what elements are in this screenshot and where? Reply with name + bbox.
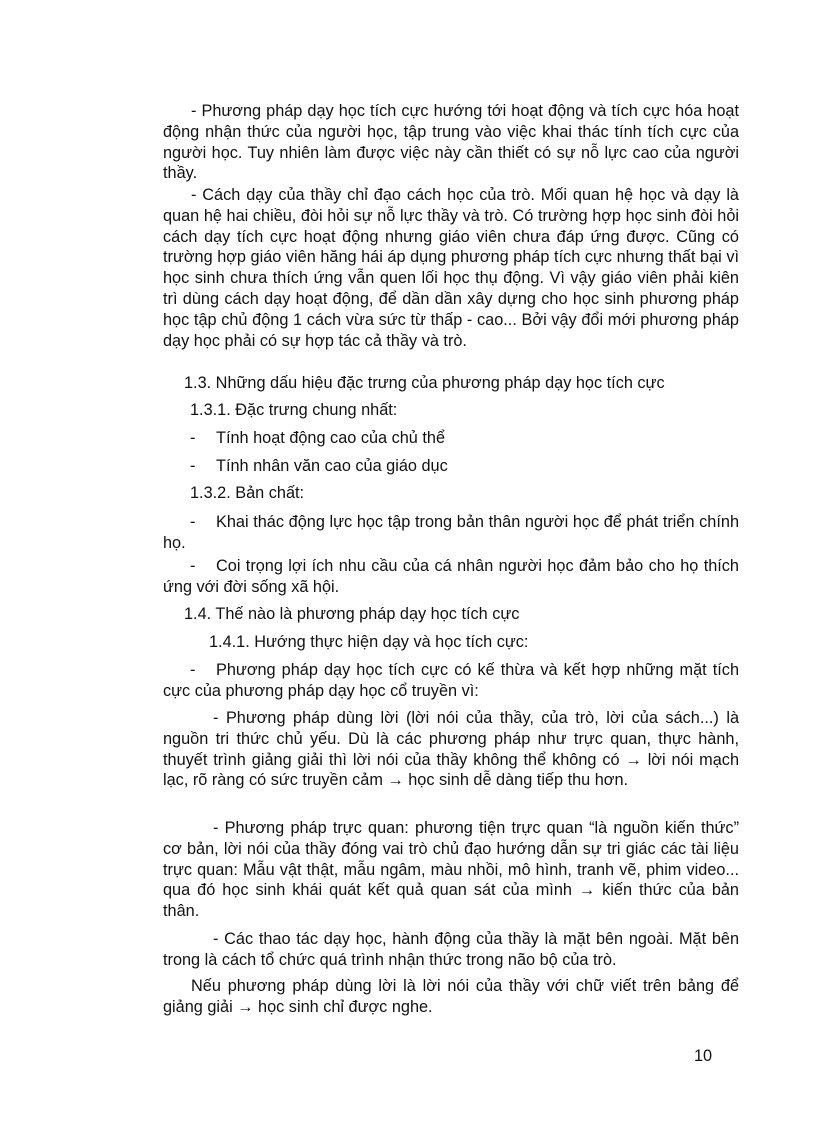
list-item-text: Phương pháp dạy học tích cực có kế thừa và kết hợp những mặt tích cực của phương pháp dạy học cổ truyền vì:	[163, 661, 739, 700]
dash-marker: -	[190, 557, 196, 575]
dash-marker: -	[190, 457, 196, 475]
list-item-text: Tính nhân văn cao của giáo dục	[216, 457, 448, 475]
list-item-1-3-1-a	[163, 428, 739, 449]
page-number: 10	[694, 1047, 713, 1065]
list-item-text: Coi trọng lợi ích nhu cầu của cá nhân người học đảm bảo cho họ thích ứng với đời sống xã hội.	[163, 557, 739, 596]
heading-1-3-2: 1.3.2. Bản chất:	[190, 484, 305, 502]
heading-1-3: 1.3. Những dấu hiệu đặc trưng của phương pháp dạy học tích cực	[184, 374, 665, 392]
list-item-text: Khai thác động lực học tập trong bản thân người học để phát triển chính họ.	[163, 513, 739, 552]
list-item-1-3-1-b	[163, 456, 739, 477]
paragraph-verbal-method: - Phương pháp dùng lời (lời nói của thầy, của trò, lời của sách...) là nguồn tri thức chủ yếu. Dù là các phương pháp như trực quan, thực hành, thuyết trình giảng giải thì lời nói của thầy không thể không có → lời nói mạch lạc, rõ ràng có sức truyền cảm → học sinh dễ dàng tiếp thu hơn.	[163, 709, 739, 790]
paragraph-verbal-conclusion: Nếu phương pháp dùng lời là lời nói của thầy với chữ viết trên bảng để giảng giải → học sinh chỉ được nghe.	[163, 977, 739, 1016]
paragraph-teaching-operations: - Các thao tác dạy học, hành động của thầy là mặt bên ngoài. Mặt bên trong là cách tổ chức quá trình nhận thức trong não bộ của trò.	[163, 930, 739, 969]
heading-1-4: 1.4. Thế nào là phương pháp dạy học tích cực	[184, 605, 520, 623]
list-item-1-3-2-b	[163, 556, 739, 598]
list-item-1-4-1-intro	[163, 660, 739, 702]
list-item-text: Tính hoạt động cao của chủ thể	[216, 429, 446, 447]
heading-1-3-1: 1.3.1. Đặc trưng chung nhất:	[190, 401, 398, 419]
dash-marker: -	[190, 661, 196, 679]
dash-marker: -	[190, 513, 196, 531]
dash-marker: -	[190, 429, 196, 447]
paragraph-teacher-student: - Cách dạy của thầy chỉ đạo cách học của trò. Mối quan hệ học và dạy là quan hệ hai chiều, đòi hỏi sự nỗ lực thầy và trò. Có trường hợp học sinh đòi hỏi cách dạy tích cực hoạt động nhưng giáo viên chưa đáp ứng được. Cũng có trường hợp giáo viên hăng hái áp dụng phương pháp tích cực nhưng thất bại vì học sinh chưa thích ứng vẫn quen lối học thụ động. Vì vậy giáo viên phải kiên trì dùng cách dạy hoạt động, để dần dần xây dựng cho học sinh phương pháp học tập chủ động 1 cách vừa sức từ thấp - cao... Bởi vậy đổi mới phương pháp dạy học phải có sự hợp tác cả thầy và trò.	[163, 186, 739, 350]
list-item-1-3-2-a	[163, 512, 739, 554]
heading-1-4-1: 1.4.1. Hướng thực hiện dạy và học tích cực:	[209, 633, 529, 651]
paragraph-visual-method: - Phương pháp trực quan: phương tiện trực quan “là nguồn kiến thức” cơ bản, lời nói của thầy đóng vai trò chủ đạo hướng dẫn sự tri giác các tài liệu trực quan: Mẫu vật thật, mẫu ngâm, màu nhồi, mô hình, tranh vẽ, phim video... qua đó học sinh khái quát kết quả quan sát của mình → kiến thức của bản thân.	[163, 819, 739, 921]
paragraph-active-method: - Phương pháp dạy học tích cực hướng tới hoạt động và tích cực hóa hoạt động nhận thức của người học, tập trung vào việc khai thác tính tích cực của người học. Tuy nhiên làm được việc này cần thiết có sự nỗ lực cao của người thầy.	[163, 102, 739, 183]
